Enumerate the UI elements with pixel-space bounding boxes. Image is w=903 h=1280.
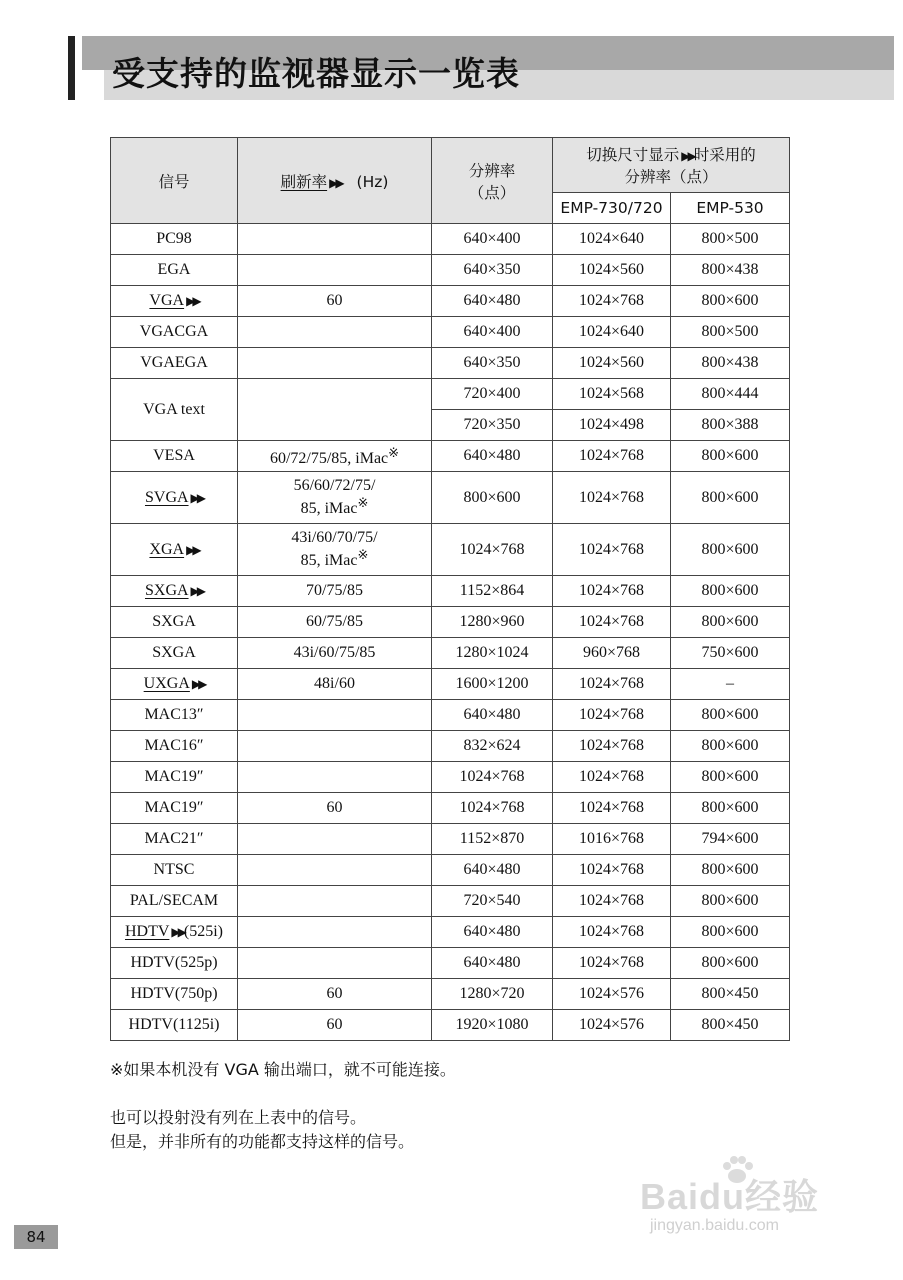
table-row: SXGA 60/75/85 1280×960 1024×768 800×600 (111, 607, 790, 638)
table-row: PAL/SECAM 720×540 1024×768 800×600 (111, 886, 790, 917)
table-row: PC98 640×400 1024×640 800×500 (111, 224, 790, 255)
title-accent (68, 36, 75, 100)
table-row: NTSC 640×480 1024×768 800×600 (111, 855, 790, 886)
baidu-watermark (640, 1155, 850, 1245)
glossary-arrow-icon: ▶▶ (186, 294, 199, 308)
table-row: SXGA 43i/60/75/85 1280×1024 960×768 750×600 (111, 638, 790, 669)
table-row: HDTV(525p) 640×480 1024×768 800×600 (111, 948, 790, 979)
note-line-1: 也可以投射没有列在上表中的信号。 (110, 1108, 367, 1127)
table-row: MAC19″ 1024×768 1024×768 800×600 (111, 762, 790, 793)
table-row: MAC13″ 640×480 1024×768 800×600 (111, 700, 790, 731)
table-row: VGA ▶▶ 60 640×480 1024×768 800×600 (111, 286, 790, 317)
table-row: UXGA ▶▶ 48i/60 1600×1200 1024×768 – (111, 669, 790, 700)
table-row: 720×350 1024×498 800×388 (111, 410, 790, 441)
page-number: 84 (14, 1225, 58, 1249)
glossary-arrow-icon: ▶▶ (171, 925, 184, 939)
header-resize-resolution: 切换尺寸显示 ▶▶时采用的 分辨率（点） (553, 138, 790, 193)
note-line-2: 但是，并非所有的功能都支持这样的信号。 (110, 1132, 415, 1151)
header-signal: 信号 (111, 138, 238, 224)
watermark-brand: Baidu经验 (640, 1176, 820, 1217)
table-row: HDTV ▶▶(525i) 640×480 1024×768 800×600 (111, 917, 790, 948)
table-row: SXGA ▶▶ 70/75/85 1152×864 1024×768 800×600 (111, 576, 790, 607)
header-emp530: EMP-530 (671, 193, 790, 224)
table-row: MAC16″ 832×624 1024×768 800×600 (111, 731, 790, 762)
table-row: HDTV(1125i) 60 1920×1080 1024×576 800×450 (111, 1010, 790, 1041)
glossary-arrow-icon: ▶▶ (329, 175, 342, 190)
glossary-arrow-icon: ▶▶ (681, 149, 694, 163)
header-refresh: 刷新率 ▶▶ (Hz) (238, 138, 432, 224)
footnote: ※如果本机没有 VGA 输出端口，就不可能连接。 (110, 1060, 456, 1079)
table-row: MAC21″ 1152×870 1016×768 794×600 (111, 824, 790, 855)
page-title: 受支持的监视器显示一览表 (112, 54, 520, 93)
table-row: VGAEGA 640×350 1024×560 800×438 (111, 348, 790, 379)
table-row: MAC19″ 60 1024×768 1024×768 800×600 (111, 793, 790, 824)
header-emp730: EMP-730/720 (553, 193, 671, 224)
table-row: SVGA ▶▶ 56/60/72/75/ 85, iMac※ 800×600 1024×768 800×600 (111, 472, 790, 524)
table-row: VGA text 720×400 1024×568 800×444 (111, 379, 790, 410)
table-row: VGACGA 640×400 1024×640 800×500 (111, 317, 790, 348)
title-bar (68, 36, 894, 100)
glossary-arrow-icon: ▶▶ (186, 542, 199, 557)
glossary-arrow-icon: ▶▶ (191, 677, 205, 691)
table-row: XGA ▶▶ 43i/60/70/75/ 85, iMac※ 1024×768 1024×768 800×600 (111, 524, 790, 576)
header-resolution: 分辨率 （点） (432, 138, 553, 224)
glossary-arrow-icon: ▶▶ (190, 584, 204, 598)
table-row: VESA 60/72/75/85, iMac※ 640×480 1024×768 800×600 (111, 441, 790, 472)
table-row: EGA 640×350 1024×560 800×438 (111, 255, 790, 286)
glossary-arrow-icon: ▶▶ (190, 490, 204, 505)
supported-signals-table (110, 137, 790, 1041)
watermark-url: jingyan.baidu.com (650, 1217, 779, 1234)
table-row: HDTV(750p) 60 1280×720 1024×576 800×450 (111, 979, 790, 1010)
